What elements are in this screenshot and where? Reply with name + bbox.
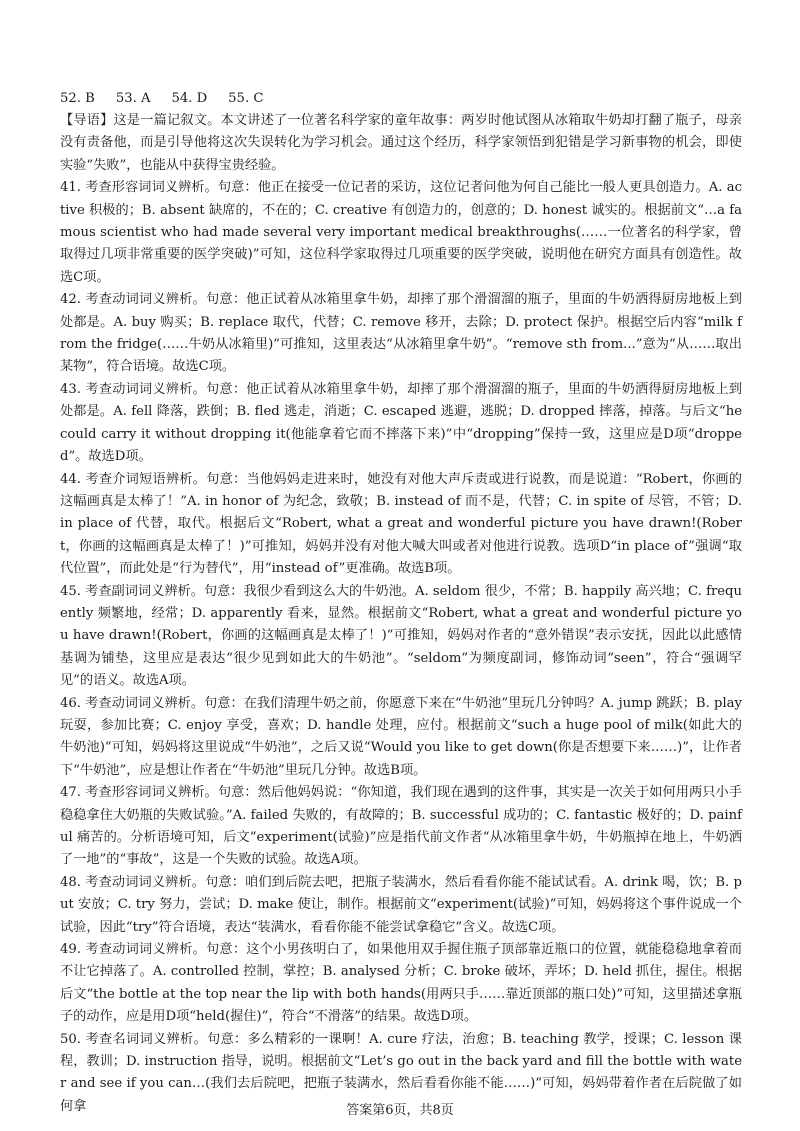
explanation-46: 46. 考查动词词义辨析。句意：在我们清理牛奶之前，你愿意下来在“牛奶池”里玩几分钟吗？A. jump 跳跃；B. play 玩耍，参加比赛；C. enjoy 享受，喜欢；D. handle 处理，应付。根据前文“such a huge pool of milk(如此大的牛奶池)”可知，妈妈将这里说成“牛奶池”，之后又说“Would you like to get down(你是否想要下来……)”，让作者下“牛奶池”，应是想让作者在“牛奶池”里玩几分钟。故选B项。 bbox=[60, 695, 742, 778]
explanation-42: 42. 考查动词词义辨析。句意：他正试着从冰箱里拿牛奶，却摔了那个滑溜溜的瓶子，里面的牛奶洒得厨房地板上到处都是。A. buy 购买；B. replace 取代，代替；C. remove 移开，去除；D. protect 保护。根据空后内容“milk from the fridge(……牛奶从冰箱里)”可推知，这里表达“从冰箱里拿牛奶”。“remove sth from...”意为“从……取出某物”，符合语境。故选C项。 bbox=[60, 292, 742, 375]
explanation-50: 50. 考查名词词义辨析。句意：多么精彩的一课啊！A. cure 疗法，治愈；B. teaching 教学，授课；C. lesson 课程，教训；D. instruction 指导，说明。根据前文“Let’s go out in the back yard and fill the bottle with water and see if you can…(我们去后院吧，把瓶子装满水，然后看看你能不能……)”可知，妈妈带着作者在后院做了如何拿 bbox=[60, 1031, 742, 1114]
explanation-47: 47. 考查形容词词义辨析。句意：然后他妈妈说：“你知道，我们现在遇到的这件事，其实是一次关于如何用两只小手稳稳拿住大奶瓶的失败试验。”A. failed 失败的，有故障的；B. successful 成功的；C. fantastic 极好的；D. painful 痛苦的。分析语境可知，后文“experiment(试验)”应是指代前文作者“从冰箱里拿牛奶，牛奶瓶掉在地上，牛奶洒了一地”的“事故”，这是一个失败的试验。故选A项。 bbox=[60, 785, 742, 868]
explanation-41: 41. 考查形容词词义辨析。句意：他正在接受一位记者的采访，这位记者问他为何自己能比一般人更具创造力。A. active 积极的；B. absent 缺席的，不在的；C. creative 有创造力的，创意的；D. honest 诚实的。根据前文“…a famous scientist who had made several very important medical breakthroughs(……一位著名的科学家，曾取得过几项非常重要的医学突破)”可知，这位科学家取得过几项重要的医学突破，说明他在研究方面具有创造性。故选C项。 bbox=[60, 180, 742, 285]
document-page bbox=[60, 88, 742, 1118]
explanation-44: 44. 考查介词短语辨析。句意：当他妈妈走进来时，她没有对他大声斥责或进行说教，而是说道：“Robert，你画的这幅画真是太棒了！”A. in honor of 为纪念，致敬；B. instead of 而不是，代替；C. in spite of 尽管，不管；D. in place of 代替，取代。根据后文“Robert, what a great and wonderful picture you have drawn!(Robert，你画的这幅画真是太棒了！)”可推知，妈妈并没有对他大喊大叫或者对他进行说教。选项D“in place of”强调“取代位置”，而此处是“行为替代”，用“instead of”更准确。故选B项。 bbox=[60, 471, 742, 577]
explanation-45: 45. 考查副词词义辨析。句意：我很少看到这么大的牛奶池。A. seldom 很少，不常；B. happily 高兴地；C. frequently 频繁地，经常；D. apparently 看来，显然。根据前文“Robert, what a great and wonderful picture you have drawn!(Robert，你画的这幅画真是太棒了！)”可推知，妈妈对作者的“意外错误”表示安抚，因此以此感情基调为铺垫，这里应是表达“很少见到如此大的牛奶池”。“seldom”为频度副词，修饰动词“seen”，符合“强调罕见”的语义。故选A项。 bbox=[60, 583, 742, 689]
explanation-49: 49. 考查动词词义辨析。句意：这个小男孩明白了，如果他用双手握住瓶子顶部靠近瓶口的位置，就能稳稳地拿着而不让它掉落了。A. controlled 控制，掌控；B. analysed 分析；C. broke 破坏，弄坏；D. held 抓住，握住。根据后文“the bottle at the top near the lip with both hands(用两只手……靠近顶部的瓶口处)”可知，这里描述拿瓶子的动作，应是用D项“held(握住)”，符合“不滑落”的结果。故选D项。 bbox=[60, 942, 742, 1025]
answers-line: 52. B 53. A 54. D 55. C bbox=[60, 91, 264, 106]
explanation-43: 43. 考查动词词义辨析。句意：他正试着从冰箱里拿牛奶，却摔了那个滑溜溜的瓶子，里面的牛奶洒得厨房地板上到处都是。A. fell 降落，跌倒；B. fled 逃走，消逝；C. escaped 逃避，逃脱；D. dropped 摔落，掉落。与后文“he could carry it without dropping it(他能拿着它而不摔落下来)”中“dropping”保持一致，这里应是D项“dropped”。故选D项。 bbox=[60, 381, 742, 465]
explanation-48: 48. 考查动词词义辨析。句意：咱们到后院去吧，把瓶子装满水，然后看看你能不能试试看。A. drink 喝，饮；B. put 安放；C. try 努力，尝试；D. make 使让，制作。根据前文“experiment(试验)”可知，妈妈将这个事件说成一个试验，因此“try”符合语境，表达“装满水，看看你能不能尝试拿稳它”含义。故选C项。 bbox=[60, 874, 742, 935]
intro-paragraph: 【导语】这是一篇记叙文。本文讲述了一位著名科学家的童年故事：两岁时他试图从冰箱取牛奶却打翻了瓶子，母亲没有责备他，而是引导他将这次失误转化为学习机会。通过这个经历，科学家领悟到犯错是学习新事物的机会，即使实验“失败”，也能从中获得宝贵经验。 bbox=[60, 113, 742, 173]
page-footer: 答案第6页，共8页 bbox=[346, 1103, 454, 1118]
